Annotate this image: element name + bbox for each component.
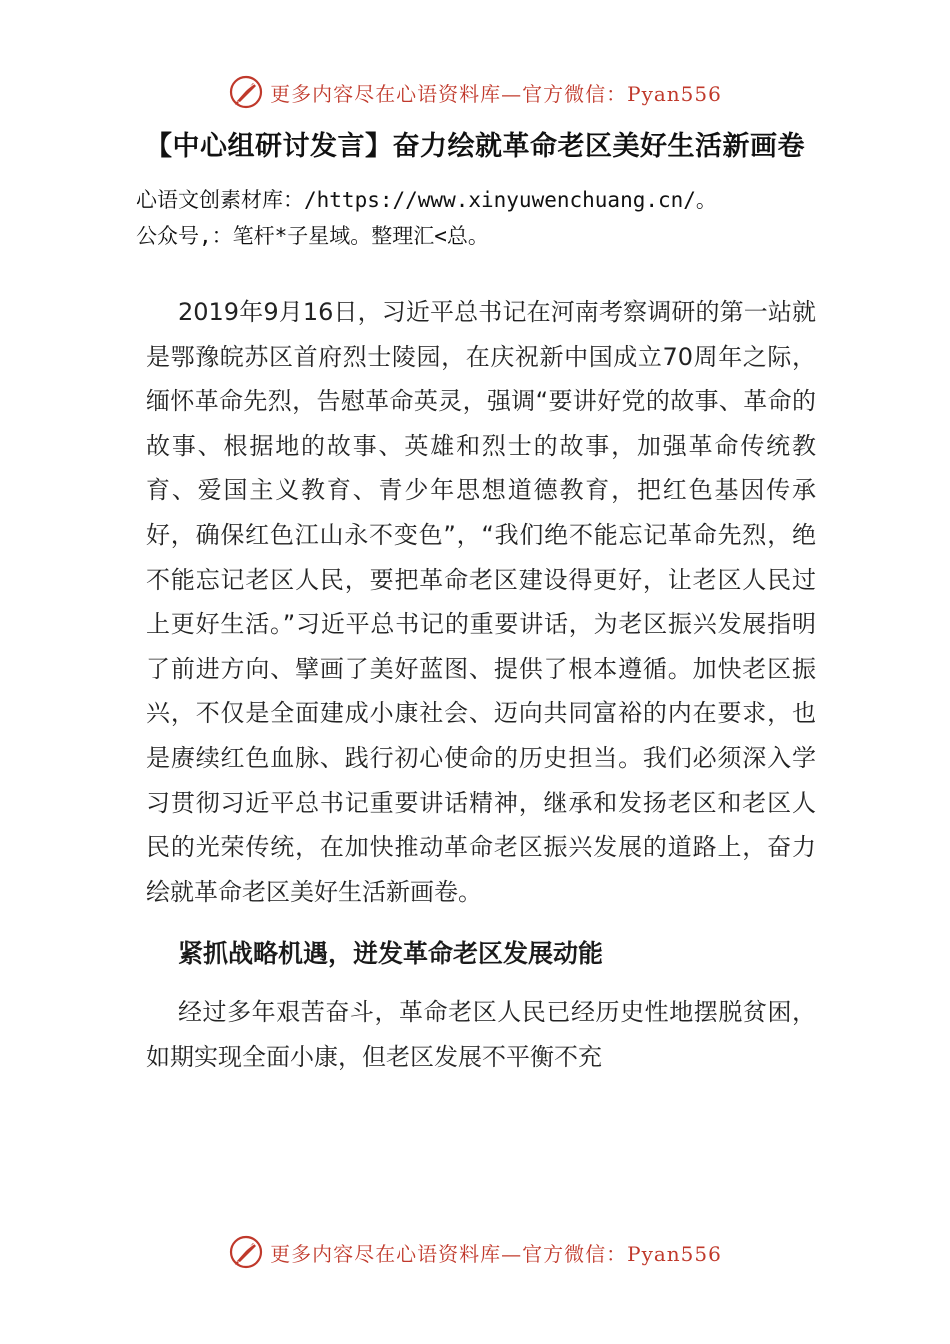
feather-pen-icon <box>228 74 264 110</box>
source-info <box>136 182 936 254</box>
feather-pen-icon <box>228 1234 264 1270</box>
document-title: 【中心组研讨发言】奋力绘就革命老区美好生活新画卷 <box>145 131 805 162</box>
watermark-text: 更多内容尽在心语资料库—官方微信：Pyan556 <box>270 81 722 106</box>
body-paragraph: 2019年9月16日，习近平总书记在河南考察调研的第一站就是鄂豫皖苏区首府烈士陵园，在庆祝新中国成立70周年之际，缅怀革命先烈，告慰革命英灵，强调“要讲好党的故事、革命的故事、根据地的故事、英雄和烈士的故事，加强革命传统教育、爱国主义教育、青少年思想道德教育，把红色基因传承好，确保红色江山永不变色”，“我们绝不能忘记革命先烈，绝不能忘记老区人民，要把革命老区建设得更好，让老区人民过上更好生活。”习近平总书记的重要讲话，为老区振兴发展指明了前进方向、擘画了美好蓝图、提供了根本遵循。加快老区振兴，不仅是全面建成小康社会、迈向共同富裕的内在要求，也是赓续红色血脉、践行初心使命的历史担当。我们必须深入学习贯彻习近平总书记重要讲话精神，继承和发扬老区和老区人民的光荣传统，在加快推动革命老区振兴发展的道路上，奋力绘就革命老区美好生活新画卷。 <box>146 298 816 906</box>
section-heading: 紧抓战略机遇，迸发革命老区发展动能 <box>178 939 604 969</box>
document-body <box>146 290 816 1080</box>
watermark-header <box>0 74 950 110</box>
watermark-text: 更多内容尽在心语资料库—官方微信：Pyan556 <box>270 1241 722 1266</box>
watermark-footer <box>0 1234 950 1270</box>
body-paragraph: 经过多年艰苦奋斗，革命老区人民已经历史性地摆脱贫困，如期实现全面小康，但老区发展不平衡不充 <box>146 998 816 1071</box>
source-line-account: 公众号,：笔杆*子星域。整理汇<总。 <box>136 224 489 248</box>
source-line-website: 心语文创素材库：/https://www.xinyuwenchuang.cn/。 <box>136 188 717 212</box>
